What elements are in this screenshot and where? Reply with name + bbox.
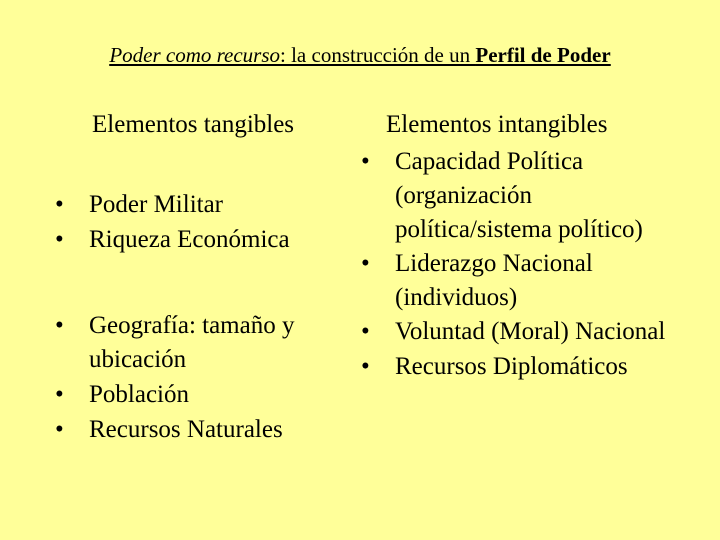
title-bold-part: Perfil de Poder <box>475 43 611 67</box>
list-item: • Riqueza Económica <box>55 222 335 257</box>
intangible-list <box>361 145 691 384</box>
list-item: • Recursos Naturales <box>55 412 345 447</box>
right-column-heading: Elementos intangibles <box>386 111 608 138</box>
title-italic-part: Poder como recurso <box>109 43 281 67</box>
tangible-list-1 <box>55 187 335 257</box>
tangible-list-2 <box>55 309 345 447</box>
list-item: • Poder Militar <box>55 187 335 222</box>
title-middle-part: : la construcción de un <box>280 43 476 67</box>
list-item: • Recursos Diplomáticos <box>361 349 691 384</box>
list-item: • Voluntad (Moral) Nacional <box>361 315 691 349</box>
left-column-heading: Elementos tangibles <box>92 111 295 138</box>
list-item: • Población <box>55 377 345 412</box>
list-item: • Geografía: tamaño y ubicación <box>55 309 345 377</box>
list-item: • Capacidad Política (organización política/sistema político) <box>361 145 691 247</box>
list-item: • Liderazgo Nacional (individuos) <box>361 247 691 315</box>
slide-title <box>0 42 720 68</box>
